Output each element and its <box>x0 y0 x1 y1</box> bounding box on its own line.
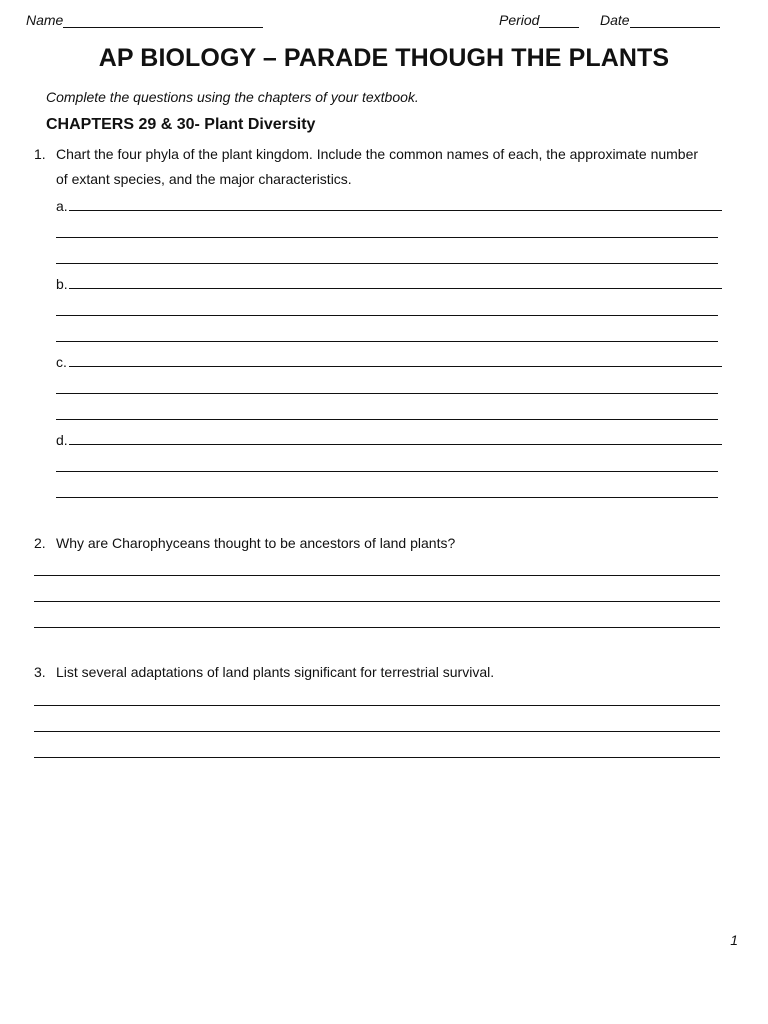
answer-line-q2-2[interactable] <box>34 601 720 602</box>
sub-label-a: a. <box>56 198 68 214</box>
sub-label-b: b. <box>56 276 68 292</box>
page-title: AP BIOLOGY – PARADE THOUGH THE PLANTS <box>98 44 670 72</box>
instructions: Complete the questions using the chapters of your textbook. <box>46 89 419 105</box>
date-label: Date <box>600 12 630 28</box>
question-number: 1. <box>34 146 46 162</box>
period-field[interactable] <box>499 12 579 28</box>
answer-line-c2[interactable] <box>56 393 718 394</box>
answer-line-q3-3[interactable] <box>34 757 720 758</box>
answer-line-q2-3[interactable] <box>34 627 720 628</box>
sub-label-d: d. <box>56 432 68 448</box>
answer-line-d2[interactable] <box>56 471 718 472</box>
answer-line-c3[interactable] <box>56 419 718 420</box>
chapter-heading: CHAPTERS 29 & 30- Plant Diversity <box>46 116 316 133</box>
sub-label-c: c. <box>56 354 67 370</box>
page-number: 1 <box>730 932 738 948</box>
name-blank[interactable] <box>63 14 263 28</box>
question-text: Why are Charophyceans thought to be ancestors of land plants? <box>56 535 456 551</box>
date-field[interactable] <box>600 12 720 28</box>
name-field[interactable] <box>26 12 263 28</box>
answer-line-q2-1[interactable] <box>34 575 720 576</box>
name-label: Name <box>26 12 64 28</box>
period-blank[interactable] <box>539 14 579 28</box>
question-text: Chart the four phyla of the plant kingdom. Include the common names of each, the approximate number of extant species, and the major characteristics. <box>56 146 699 187</box>
date-blank[interactable] <box>630 14 720 28</box>
answer-line-a1[interactable] <box>69 210 722 211</box>
answer-line-b2[interactable] <box>56 315 718 316</box>
answer-line-b3[interactable] <box>56 341 718 342</box>
answer-line-b1[interactable] <box>69 288 722 289</box>
answer-line-a3[interactable] <box>56 263 718 264</box>
question-1 <box>34 142 704 192</box>
answer-line-d3[interactable] <box>56 497 718 498</box>
answer-line-q3-1[interactable] <box>34 705 720 706</box>
answer-line-q3-2[interactable] <box>34 731 720 732</box>
question-text: List several adaptations of land plants significant for terrestrial survival. <box>56 664 495 680</box>
question-3 <box>34 660 724 685</box>
question-2 <box>34 531 724 556</box>
question-number: 3. <box>34 664 46 680</box>
period-label: Period <box>499 12 540 28</box>
answer-line-a2[interactable] <box>56 237 718 238</box>
answer-line-c1[interactable] <box>69 366 722 367</box>
question-number: 2. <box>34 535 46 551</box>
answer-line-d1[interactable] <box>69 444 722 445</box>
